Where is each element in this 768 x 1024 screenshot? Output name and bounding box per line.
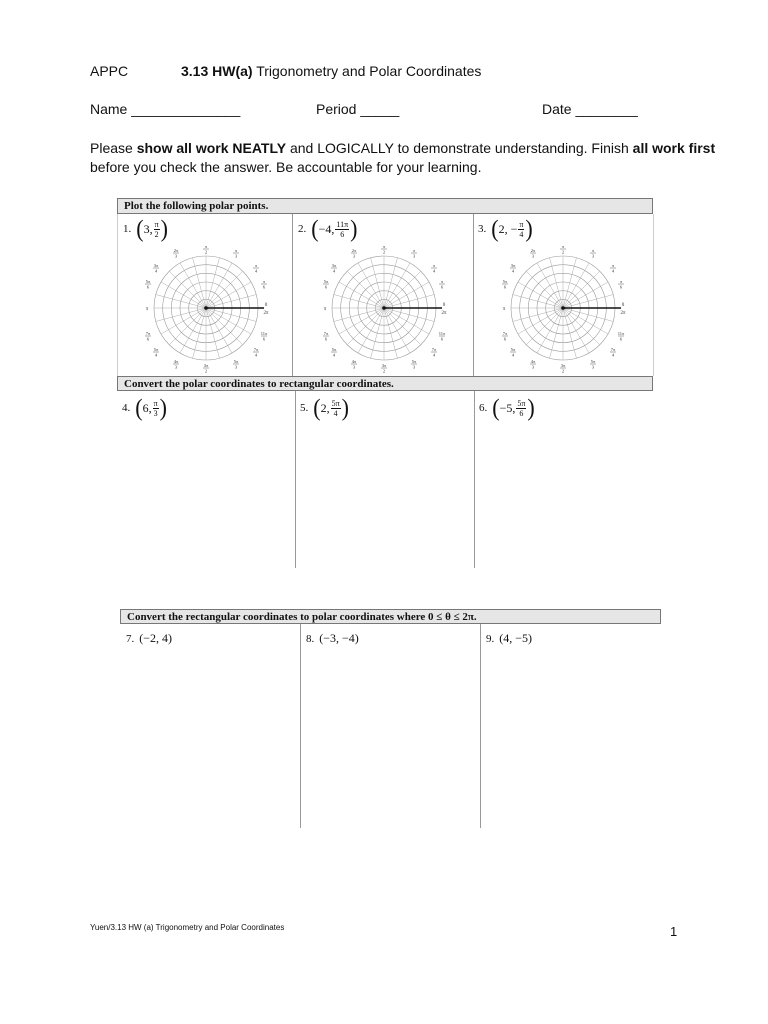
divider <box>292 214 293 376</box>
problem-number: 5. <box>300 402 309 414</box>
problem-number: 3. <box>478 223 487 235</box>
problem-7 <box>126 631 172 646</box>
angle-label <box>502 279 508 290</box>
svg-text:3: 3 <box>352 253 356 259</box>
angle-label: π <box>502 307 506 312</box>
polar-grid-svg <box>497 244 629 374</box>
angle-label <box>411 248 417 259</box>
angle-label: 0 <box>264 303 268 308</box>
theta-numerator: π <box>154 219 159 229</box>
polar-grid-svg <box>318 244 450 374</box>
svg-text:4: 4 <box>154 352 158 358</box>
grid-ray <box>358 308 384 353</box>
angle-label: π <box>145 307 149 312</box>
grid-ray <box>161 308 206 334</box>
polar-theta <box>335 220 349 239</box>
svg-text:4π: 4π <box>530 359 536 364</box>
svg-text:4π: 4π <box>173 359 179 364</box>
date-field[interactable]: Date ________ <box>542 101 638 117</box>
grid-ray <box>563 308 589 353</box>
grid-ray <box>526 271 563 308</box>
page-number: 1 <box>670 924 678 939</box>
polar-theta <box>516 399 526 418</box>
angle-label <box>560 244 566 255</box>
polar-grid-2[interactable] <box>318 244 450 374</box>
problem-8 <box>306 631 359 646</box>
grid-ray <box>180 308 206 353</box>
svg-text:7π: 7π <box>323 331 329 336</box>
theta-denominator: 4 <box>333 408 338 418</box>
name-field[interactable]: Name ______________ <box>90 101 241 117</box>
svg-text:3π: 3π <box>203 363 209 368</box>
theta-numerator: 5π <box>517 398 526 408</box>
polar-theta <box>331 399 341 418</box>
theta-denominator: 4 <box>519 229 524 239</box>
rect-point: (−3, −4) <box>319 631 359 645</box>
svg-text:π: π <box>432 263 436 268</box>
grid-ray <box>518 308 563 334</box>
svg-text:5π: 5π <box>153 347 159 352</box>
grid-ray <box>518 282 563 308</box>
svg-text:6: 6 <box>262 336 266 342</box>
svg-text:2: 2 <box>204 249 208 255</box>
theta-denominator: 2 <box>154 229 159 239</box>
grid-ray <box>339 282 384 308</box>
svg-text:6: 6 <box>146 336 150 342</box>
divider <box>473 214 474 376</box>
pole-dot <box>382 306 386 310</box>
svg-text:2π: 2π <box>173 248 179 253</box>
svg-text:4: 4 <box>154 268 158 274</box>
divider <box>480 624 481 828</box>
assignment-title <box>181 63 481 79</box>
theta-denominator: 6 <box>340 229 345 239</box>
theta-numerator: 11π <box>336 219 349 229</box>
svg-text:π: π <box>440 279 444 284</box>
svg-text:6: 6 <box>262 284 266 290</box>
svg-text:3: 3 <box>174 364 178 370</box>
grid-ray <box>384 263 410 308</box>
grid-ray <box>384 271 421 308</box>
svg-text:4: 4 <box>432 352 436 358</box>
svg-text:11π: 11π <box>260 331 268 336</box>
angle-label <box>233 359 239 370</box>
svg-text:6: 6 <box>440 336 444 342</box>
angle-label <box>439 331 446 342</box>
svg-text:5π: 5π <box>323 279 329 284</box>
polar-theta <box>153 399 159 418</box>
angle-label <box>153 263 159 274</box>
grid-ray <box>180 263 206 308</box>
angle-label <box>323 331 329 342</box>
svg-text:7π: 7π <box>253 347 259 352</box>
grid-ray <box>537 263 563 308</box>
angle-label <box>610 347 616 358</box>
section2-title: Convert the polar coordinates to rectangular coordinates. <box>117 376 653 391</box>
angle-label <box>203 363 209 374</box>
angle-label <box>253 347 259 358</box>
section1-title: Plot the following polar points. <box>117 198 653 214</box>
polar-r: 6 <box>142 400 149 415</box>
polar-r: −4 <box>318 221 332 236</box>
problem-4: 4. ( 6 , $\frac{\pi}{3}$ ) <box>122 393 167 422</box>
problem-number: 2. <box>298 223 307 235</box>
theta-denominator: 3 <box>153 408 158 418</box>
grid-ray <box>563 308 608 334</box>
svg-text:6: 6 <box>440 284 444 290</box>
svg-text:π: π <box>234 248 238 253</box>
paren-open: ( <box>491 214 499 243</box>
angle-label: 2π <box>441 311 447 316</box>
instructions-line-1 <box>90 139 716 158</box>
polar-grid-3[interactable] <box>497 244 629 374</box>
svg-text:4: 4 <box>511 352 515 358</box>
grid-ray <box>347 308 384 345</box>
grid-ray <box>358 263 384 308</box>
svg-text:π: π <box>611 263 615 268</box>
problem-5: 5. ( 2 , $\frac{5\pi}{4}$ ) <box>300 393 349 422</box>
svg-text:4π: 4π <box>351 359 357 364</box>
angle-label <box>351 359 357 370</box>
svg-text:3: 3 <box>591 253 595 259</box>
svg-text:π: π <box>382 244 386 249</box>
grid-ray <box>384 308 429 334</box>
problem-number: 9. <box>486 632 495 645</box>
angle-label <box>331 263 337 274</box>
grid-ray <box>206 308 243 345</box>
theta-numerator: π <box>153 398 158 408</box>
svg-text:3π: 3π <box>560 363 566 368</box>
svg-text:6: 6 <box>619 336 623 342</box>
instr-text-2: and LOGICALLY to demonstrate understanding. Finish <box>286 140 633 156</box>
angle-label: 2π <box>620 311 626 316</box>
svg-text:7π: 7π <box>610 347 616 352</box>
grid-ray <box>339 308 384 334</box>
svg-text:2: 2 <box>382 368 386 374</box>
divider <box>653 214 654 376</box>
pole-dot <box>561 306 565 310</box>
paren-close: ) <box>350 214 358 243</box>
svg-text:3π: 3π <box>381 363 387 368</box>
svg-text:5π: 5π <box>590 359 596 364</box>
polar-theta <box>154 220 160 239</box>
svg-text:2: 2 <box>382 249 386 255</box>
svg-text:6: 6 <box>503 336 507 342</box>
instructions <box>90 139 716 177</box>
svg-text:4: 4 <box>511 268 515 274</box>
paren-open: ( <box>492 393 500 422</box>
svg-text:4: 4 <box>432 268 436 274</box>
problem-number: 6. <box>479 402 488 414</box>
svg-text:5π: 5π <box>510 347 516 352</box>
paren-close: ) <box>527 393 535 422</box>
divider <box>117 214 118 376</box>
angle-label <box>381 363 387 374</box>
svg-text:π: π <box>561 244 565 249</box>
course-label: APPC <box>90 63 129 79</box>
svg-text:5π: 5π <box>233 359 239 364</box>
paren-close: ) <box>160 214 168 243</box>
instructions-line-2: before you check the answer. Be accountable for your learning. <box>90 159 482 175</box>
svg-text:π: π <box>254 263 258 268</box>
svg-text:3: 3 <box>174 253 178 259</box>
assignment-number: 3.13 HW(a) <box>181 63 253 79</box>
svg-text:3: 3 <box>234 253 238 259</box>
angle-label <box>590 248 596 259</box>
angle-label <box>323 279 329 290</box>
angle-label <box>560 363 566 374</box>
paren-close: ) <box>525 214 533 243</box>
theta-numerator: 5π <box>331 398 340 408</box>
svg-text:3: 3 <box>234 364 238 370</box>
svg-text:4: 4 <box>611 352 615 358</box>
theta-sign: − <box>510 221 518 236</box>
svg-text:6: 6 <box>503 284 507 290</box>
grid-ray <box>206 263 232 308</box>
paren-open: ( <box>313 393 321 422</box>
svg-text:2π: 2π <box>351 248 357 253</box>
angle-label <box>261 331 268 342</box>
angle-label <box>233 248 239 259</box>
svg-text:π: π <box>262 279 266 284</box>
grid-ray <box>384 282 429 308</box>
assignment-topic: Trigonometry and Polar Coordinates <box>252 63 482 79</box>
problem-2: 2. ( −4 , $\frac{11\pi}{6}$ ) <box>298 214 358 243</box>
theta-numerator: π <box>519 219 524 229</box>
svg-text:2π: 2π <box>530 248 536 253</box>
svg-text:2: 2 <box>561 249 565 255</box>
svg-text:4: 4 <box>611 268 615 274</box>
svg-text:3: 3 <box>412 364 416 370</box>
problem-6: 6. ( −5 , $\frac{5\pi}{6}$ ) <box>479 393 535 422</box>
polar-r: 2 <box>498 221 505 236</box>
grid-ray <box>526 308 563 345</box>
grid-ray <box>384 308 421 345</box>
svg-text:3π: 3π <box>153 263 159 268</box>
grid-ray <box>169 271 206 308</box>
angle-label <box>610 263 616 274</box>
angle-label <box>203 244 209 255</box>
angle-label <box>618 279 624 290</box>
angle-label: π <box>323 307 327 312</box>
svg-text:11π: 11π <box>617 331 625 336</box>
grid-ray <box>563 308 600 345</box>
grid-ray <box>537 308 563 353</box>
svg-text:π: π <box>412 248 416 253</box>
paren-open: ( <box>311 214 319 243</box>
polar-grid-1[interactable] <box>140 244 272 374</box>
period-field[interactable]: Period _____ <box>316 101 400 117</box>
angle-label <box>502 331 508 342</box>
angle-label <box>351 248 357 259</box>
polar-r: 2 <box>320 400 327 415</box>
svg-text:5π: 5π <box>331 347 337 352</box>
problem-number: 7. <box>126 632 135 645</box>
svg-text:2: 2 <box>561 368 565 374</box>
svg-text:6: 6 <box>619 284 623 290</box>
problem-3: 3. ( 2 , − $\frac{\pi}{4}$ ) <box>478 214 533 243</box>
angle-label: 0 <box>442 303 446 308</box>
svg-text:5π: 5π <box>411 359 417 364</box>
angle-label <box>261 279 267 290</box>
svg-text:4: 4 <box>254 352 258 358</box>
angle-label <box>431 347 437 358</box>
svg-text:π: π <box>204 244 208 249</box>
svg-text:π: π <box>591 248 595 253</box>
grid-ray <box>384 308 410 353</box>
angle-label <box>530 248 536 259</box>
angle-label <box>510 347 516 358</box>
svg-text:6: 6 <box>324 336 328 342</box>
svg-text:5π: 5π <box>502 279 508 284</box>
angle-label: 0 <box>621 303 625 308</box>
svg-text:11π: 11π <box>438 331 446 336</box>
grid-ray <box>563 271 600 308</box>
grid-ray <box>563 263 589 308</box>
rect-point: (−2, 4) <box>139 631 173 645</box>
grid-ray <box>206 271 243 308</box>
section3-title: Convert the rectangular coordinates to polar coordinates where 0 ≤ θ ≤ 2π. <box>120 609 661 624</box>
divider <box>295 391 296 568</box>
problem-number: 1. <box>123 223 132 235</box>
svg-text:6: 6 <box>324 284 328 290</box>
polar-grid-svg <box>140 244 272 374</box>
polar-r: −5 <box>499 400 513 415</box>
angle-label <box>411 359 417 370</box>
polar-theta <box>518 220 524 239</box>
polar-r: 3 <box>143 221 150 236</box>
divider <box>474 391 475 568</box>
grid-ray <box>563 282 608 308</box>
svg-text:3π: 3π <box>331 263 337 268</box>
svg-text:2: 2 <box>204 368 208 374</box>
instr-text-1: Please <box>90 140 137 156</box>
paren-close: ) <box>159 393 167 422</box>
angle-label <box>618 331 625 342</box>
svg-text:7π: 7π <box>145 331 151 336</box>
grid-ray <box>169 308 206 345</box>
svg-text:5π: 5π <box>145 279 151 284</box>
angle-label <box>331 347 337 358</box>
problem-number: 4. <box>122 402 131 414</box>
angle-label <box>153 347 159 358</box>
angle-label <box>145 279 151 290</box>
svg-text:6: 6 <box>146 284 150 290</box>
svg-text:3: 3 <box>531 253 535 259</box>
footer-text: Yuen/3.13 HW (a) Trigonometry and Polar Coordinates <box>90 923 285 932</box>
svg-text:3: 3 <box>531 364 535 370</box>
grid-ray <box>206 308 251 334</box>
instr-bold-1: show all work NEATLY <box>136 140 287 156</box>
svg-text:3: 3 <box>352 364 356 370</box>
paren-open: ( <box>135 393 143 422</box>
angle-label <box>510 263 516 274</box>
theta-denominator: 6 <box>519 408 524 418</box>
problem-1: 1. ( 3 , $\frac{\pi}{2}$ ) <box>123 214 168 243</box>
svg-text:π: π <box>619 279 623 284</box>
instr-bold-2: all work first <box>632 140 716 156</box>
angle-label <box>173 248 179 259</box>
svg-text:7π: 7π <box>502 331 508 336</box>
problem-9 <box>486 631 532 646</box>
svg-text:4: 4 <box>332 352 336 358</box>
grid-ray <box>206 308 232 353</box>
angle-label <box>530 359 536 370</box>
rect-point: (4, −5) <box>499 631 533 645</box>
angle-label: 2π <box>263 311 269 316</box>
angle-label <box>590 359 596 370</box>
problem-number: 8. <box>306 632 315 645</box>
divider <box>300 624 301 828</box>
paren-open: ( <box>136 214 144 243</box>
svg-text:3: 3 <box>412 253 416 259</box>
angle-label <box>439 279 445 290</box>
grid-ray <box>206 282 251 308</box>
svg-text:4: 4 <box>332 268 336 274</box>
angle-label <box>145 331 151 342</box>
angle-label <box>431 263 437 274</box>
svg-text:4: 4 <box>254 268 258 274</box>
svg-text:3: 3 <box>591 364 595 370</box>
paren-close: ) <box>341 393 349 422</box>
grid-ray <box>161 282 206 308</box>
grid-ray <box>347 271 384 308</box>
angle-label <box>253 263 259 274</box>
pole-dot <box>204 306 208 310</box>
svg-text:7π: 7π <box>431 347 437 352</box>
angle-label <box>381 244 387 255</box>
svg-text:3π: 3π <box>510 263 516 268</box>
angle-label <box>173 359 179 370</box>
